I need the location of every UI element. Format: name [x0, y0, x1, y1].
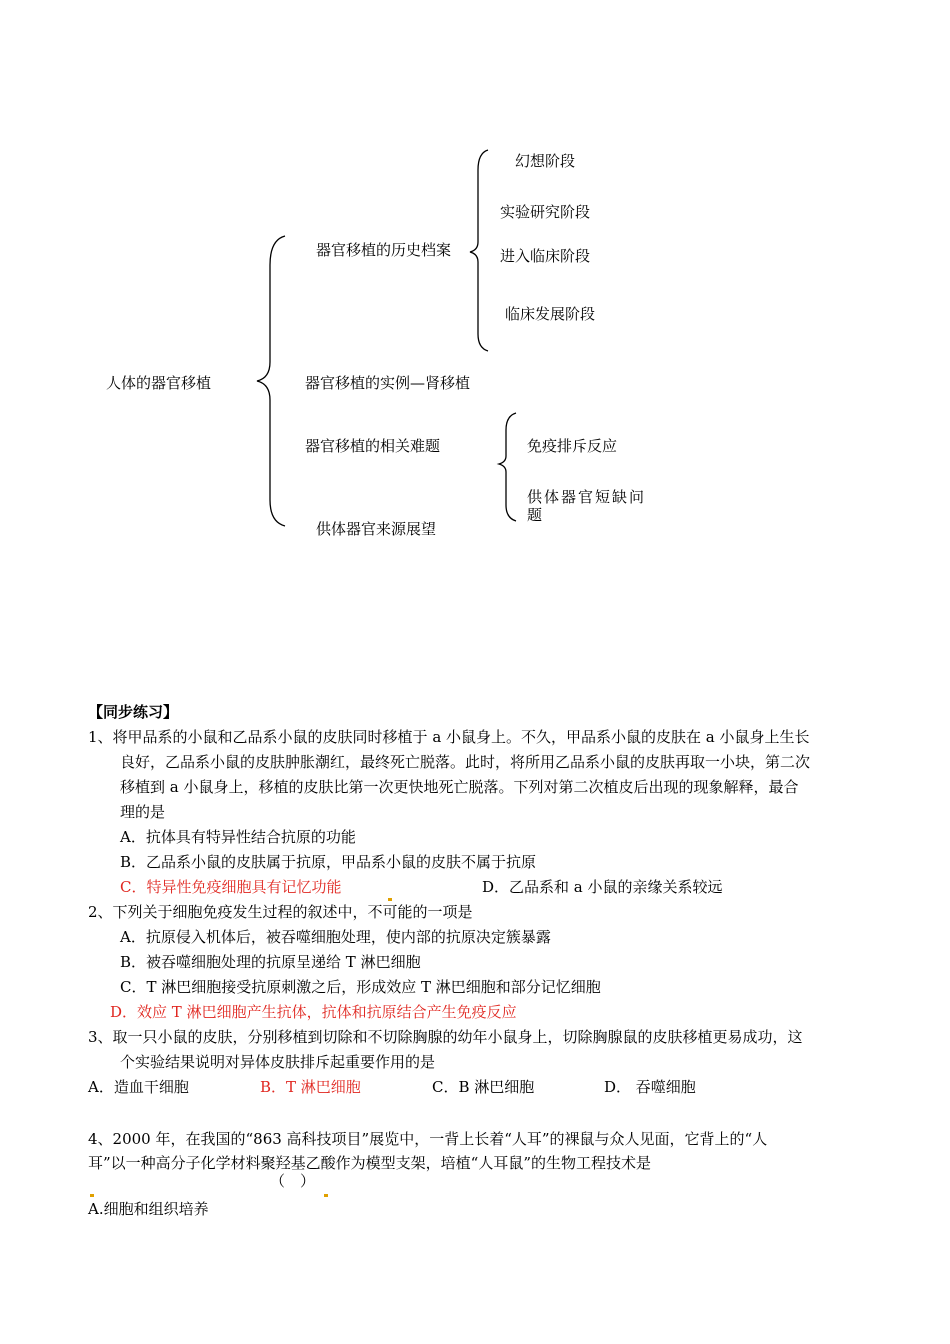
- q2-option-c: C．T 淋巴细胞接受抗原刺激之后，形成效应 T 淋巴细胞和部分记忆细胞: [120, 978, 601, 996]
- q1-option-b: B．乙品系小鼠的皮肤属于抗原，甲品系小鼠的皮肤不属于抗原: [120, 853, 537, 871]
- q1-option-d: D．乙品系和 a 小鼠的亲缘关系较远: [482, 878, 723, 896]
- q3-stem-line2: 个实验结果说明对异体皮肤排斥起重要作用的是: [120, 1053, 436, 1071]
- history-brace: [470, 150, 488, 351]
- q4-answer-blank: （ ）: [270, 1172, 316, 1190]
- difficulty-brace: [499, 413, 516, 521]
- root-brace: [257, 236, 285, 526]
- root-label: 人体的器官移植: [106, 374, 212, 392]
- history-stage-4: 临床发展阶段: [505, 305, 596, 323]
- history-stage-2: 实验研究阶段: [500, 203, 591, 221]
- q2-stem: 2、下列关于细胞免疫发生过程的叙述中，不可能的一项是: [88, 903, 473, 921]
- q3-option-c: C．B 淋巴细胞: [432, 1078, 535, 1096]
- q1-stem-line4: 理的是: [120, 803, 166, 821]
- q2-option-a: A．抗原侵入机体后，被吞噬细胞处理，使内部的抗原决定簇暴露: [120, 928, 551, 946]
- difficulty-item-2-cont: 题: [527, 506, 543, 524]
- difficulty-item-1: 免疫排斥反应: [527, 437, 618, 455]
- q2-option-d-answer: D．效应 T 淋巴细胞产生抗体，抗体和抗原结合产生免疫反应: [110, 1003, 517, 1021]
- branch-prospect-label: 供体器官来源展望: [316, 520, 437, 538]
- edit-mark: [322, 1180, 328, 1200]
- q3-option-b-answer: B．T 淋巴细胞: [260, 1078, 361, 1096]
- q1-option-a: A．抗体具有特异性结合抗原的功能: [120, 828, 356, 846]
- branch-example-label: 器官移植的实例—肾移植: [305, 374, 471, 392]
- q4-option-a: A.细胞和组织培养: [88, 1200, 209, 1218]
- q2-option-b: B．被吞噬细胞处理的抗原呈递给 T 淋巴细胞: [120, 953, 421, 971]
- difficulty-item-2: 供体器官短缺问: [527, 488, 647, 506]
- exercise-heading: 【同步练习】: [88, 703, 179, 721]
- q3-option-a: A．造血干细胞: [88, 1078, 189, 1096]
- q1-stem-line2: 良好，乙品系小鼠的皮肤肿胀潮红，最终死亡脱落。此时，将所用乙品系小鼠的皮肤再取一小块，第二次: [120, 753, 811, 771]
- q4-stem-line2: 耳”以一种高分子化学材料聚羟基乙酸作为模型支架，培植“人耳鼠”的生物工程技术是: [88, 1154, 652, 1172]
- q1-option-c-answer: C．特异性免疫细胞具有记忆功能: [120, 878, 342, 896]
- q4-stem-line1: 4、2000 年，在我国的“863 高科技项目”展览中，一背上长着“人耳”的裸鼠与众人见面，它背上的“人: [88, 1130, 768, 1148]
- history-stage-1: 幻想阶段: [515, 152, 576, 170]
- brace-lines: [0, 0, 950, 560]
- q1-stem-line1: 1、将甲品系的小鼠和乙品系小鼠的皮肤同时移植于 a 小鼠身上。不久，甲品系小鼠的皮肤在 a 小鼠身上生长: [88, 728, 810, 746]
- q1-stem-line3: 移植到 a 小鼠身上，移植的皮肤比第一次更快地死亡脱落。下列对第二次植皮后出现的现象解释，最合: [120, 778, 799, 796]
- history-stage-3: 进入临床阶段: [500, 247, 591, 265]
- q3-option-d: D． 吞噬细胞: [604, 1078, 696, 1096]
- branch-history-label: 器官移植的历史档案: [316, 241, 452, 259]
- edit-mark: [88, 1180, 94, 1200]
- q3-stem-line1: 3、取一只小鼠的皮肤，分别移植到切除和不切除胸腺的幼年小鼠身上，切除胸腺鼠的皮肤移植更易成功，这: [88, 1028, 803, 1046]
- branch-difficulty-label: 器官移植的相关难题: [305, 437, 441, 455]
